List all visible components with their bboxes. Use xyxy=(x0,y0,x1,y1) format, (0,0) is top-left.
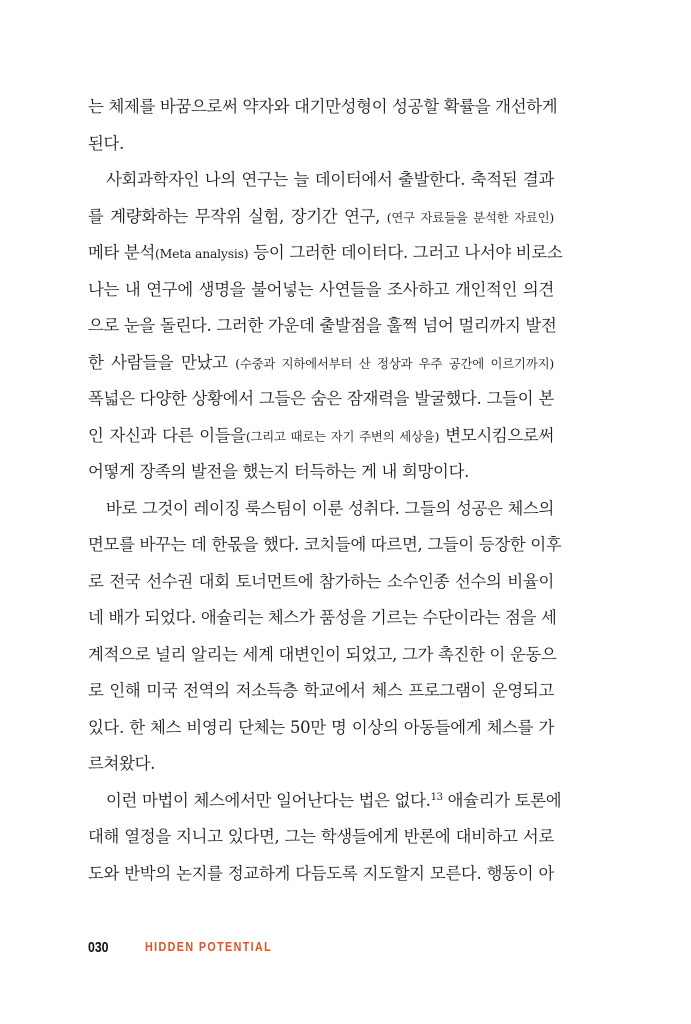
body-text: 어떻게 장족의 발전을 했는지 터득하는 게 내 희망이다. xyxy=(88,462,470,481)
book-page-body xyxy=(88,92,563,895)
text-line xyxy=(88,749,554,786)
parenthetical-text: (그리고 때로는 자기 주변의 세상을) xyxy=(245,428,440,444)
text-line xyxy=(88,457,554,494)
body-text: 를 계량화하는 무작위 실험, 장기간 연구, xyxy=(88,206,387,226)
text-line xyxy=(88,859,554,896)
body-text: 르쳐왔다. xyxy=(88,754,156,773)
text-line xyxy=(88,165,554,202)
text-line xyxy=(88,530,562,567)
text-line xyxy=(88,129,554,166)
running-title: HIDDEN POTENTIAL xyxy=(145,940,273,954)
text-line xyxy=(88,676,554,713)
parenthetical-text: (연구 자료들을 분석한 자료인) xyxy=(386,209,554,225)
body-text: 계적으로 널리 알리는 세계 대변인이 되었고, 그가 촉진한 이 운동으 xyxy=(88,644,557,664)
body-text: 대해 열정을 지니고 있다면, 그는 학생들에게 반론에 대비하고 서로 xyxy=(88,827,554,846)
body-text: 나는 내 연구에 생명을 불어넣는 사연들을 조사하고 개인적인 의견 xyxy=(88,279,554,299)
body-text: 이런 마법이 체스에서만 일어난다는 법은 없다. xyxy=(106,790,431,810)
body-text: 변모시킴으로써 xyxy=(439,425,554,445)
body-text: 바로 그것이 레이징 룩스팀이 이룬 성취다. 그들의 성공은 체스의 xyxy=(106,498,555,518)
parenthetical-text: (수중과 지하에서부터 산 정상과 우주 공간에 이르기까지) xyxy=(235,355,554,371)
body-text: 있다. 한 체스 비영리 단체는 50만 명 이상의 아동들에게 체스를 가 xyxy=(88,717,554,737)
body-text: 된다. xyxy=(88,133,124,153)
text-line xyxy=(88,640,557,677)
body-text: 사회과학자인 나의 연구는 늘 데이터에서 출발한다. 축적된 결과 xyxy=(106,170,554,189)
text-line xyxy=(88,567,554,604)
body-text: 폭넓은 다양한 상황에서 그들은 숨은 잠재력을 발굴했다. 그들이 본 xyxy=(88,389,554,408)
text-line xyxy=(88,494,554,531)
text-line xyxy=(88,603,557,640)
body-text: 면모를 바꾸는 데 한몫을 했다. 코치들에 따르면, 그들이 등장한 이후 xyxy=(88,535,562,554)
body-text: 한 사람들을 만났고 xyxy=(88,352,236,372)
parenthetical-text: (Meta analysis) xyxy=(155,246,249,261)
text-line xyxy=(88,822,554,859)
text-line xyxy=(88,421,554,458)
text-line xyxy=(88,238,563,275)
body-text: 로 전국 선수권 대회 토너먼트에 참가하는 소수인종 선수의 비율이 xyxy=(88,571,554,591)
body-text: 애슐리가 토론에 xyxy=(442,790,562,810)
body-text: 로 인해 미국 전역의 저소득층 학교에서 체스 프로그램이 운영되고 xyxy=(88,681,554,700)
body-text: 메타 분석 xyxy=(88,243,156,262)
page-number: 030 xyxy=(88,938,109,956)
text-line xyxy=(88,713,554,750)
body-text: 으로 눈을 돌린다. 그러한 가운데 출발점을 훌쩍 넘어 멀리까지 발전 xyxy=(88,316,557,335)
text-line xyxy=(88,275,554,312)
footnote-marker: 13 xyxy=(430,791,443,803)
body-text: 등이 그러한 데이터다. 그러고 나서야 비로소 xyxy=(248,243,563,262)
text-line xyxy=(88,311,557,348)
page-footer xyxy=(88,937,293,957)
text-line xyxy=(88,92,558,129)
text-line xyxy=(88,384,554,421)
text-line xyxy=(88,348,554,385)
body-text: 는 체제를 바꿈으로써 약자와 대기만성형이 성공할 확률을 개선하게 xyxy=(88,97,558,116)
body-text: 인 자신과 다른 이들을 xyxy=(88,425,246,445)
text-line xyxy=(88,202,554,239)
body-text: 도와 반박의 논지를 정교하게 다듬도록 지도할지 모른다. 행동이 아 xyxy=(88,863,554,883)
body-text: 네 배가 되었다. 애슐리는 체스가 품성을 기르는 수단이라는 점을 세 xyxy=(88,608,557,627)
text-line xyxy=(88,786,562,823)
